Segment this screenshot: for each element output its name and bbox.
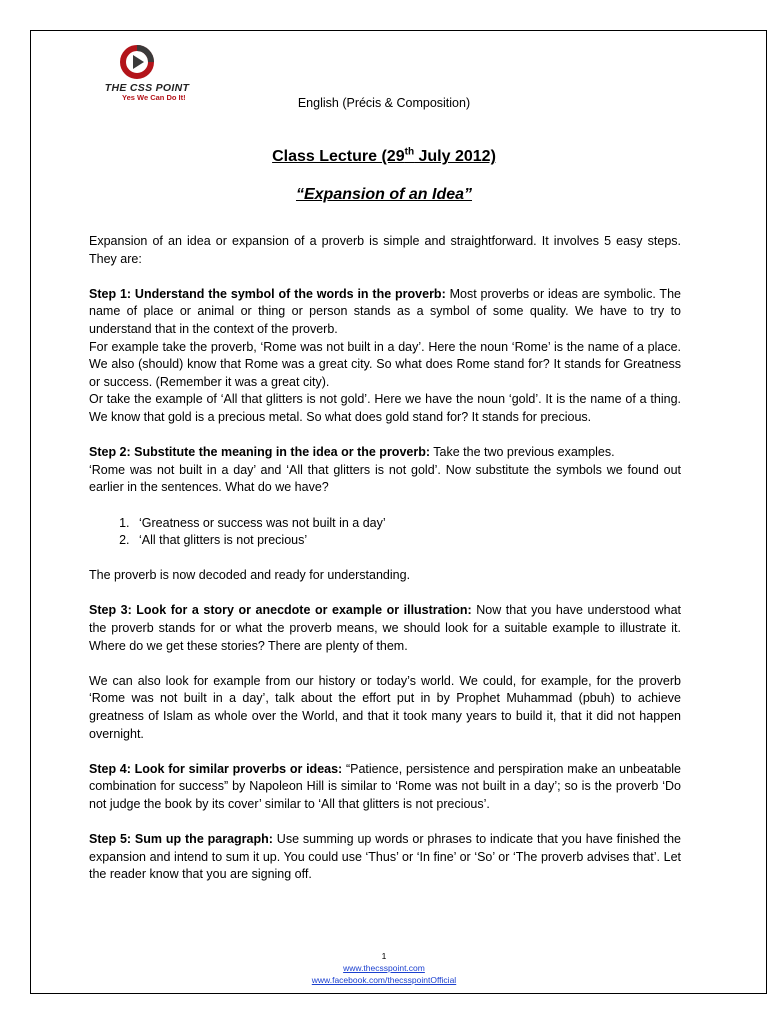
step5-paragraph [89,831,681,884]
list-item: 1. ‘Greatness or success was not built in a day’ [133,515,681,533]
logo-emblem-icon [102,40,192,84]
step1-example-gold: Or take the example of ‘All that glitters is not gold’. Here we have the noun ‘gold’. It is the name of a thing. We know that gold is a precious metal. So what does gold stand for? It stands for precious. [89,392,681,424]
step2-text: Take the two previous examples. [430,445,615,460]
facebook-link[interactable]: www.facebook.com/thecsspointOfficial [311,975,457,985]
list-item: 2. ‘All that glitters is not precious’ [133,532,681,550]
intro-paragraph: Expansion of an idea or expansion of a proverb is simple and straightforward. It involves 5 easy steps. They are: [89,234,681,266]
step2-label: Step 2: Substitute the meaning in the idea or the proverb: [89,445,431,460]
step1-paragraph [89,286,681,339]
page-number: 1 [381,951,387,961]
step3-label: Step 3: Look for a story or anecdote or example or illustration: [89,603,472,618]
title-superscript: th [404,147,415,158]
lecture-title [0,147,768,166]
logo-name: THE CSS POINT [104,82,190,94]
step2-paragraph [89,444,681,462]
step3-paragraph [89,602,681,655]
logo [92,38,202,104]
lecture-subtitle: “Expansion of an Idea” [295,186,473,203]
title-end: July 2012) [414,148,496,166]
step1-example-rome: For example take the proverb, ‘Rome was not built in a day’. Here the noun ‘Rome’ is the name of a place. We also (should) know that Rome was a great city. So what does Rome stand for? It stands for Greatness or success. (Remember it was a great city). [89,339,681,389]
website-link[interactable]: www.thecsspoint.com [343,963,425,973]
step4-label: Step 4: Look for similar proverbs or ideas: [89,761,343,776]
step2-conclusion: The proverb is now decoded and ready for understanding. [89,568,411,583]
step1-text: Most proverbs or ideas are symbolic. The name of place or animal or thing or person stands as a symbol of some quality. We have to try to understand that in the context of the proverb. [89,286,681,336]
step2-substitution: ‘Rome was not built in a day’ and ‘All that glitters is not gold’. Now substitute the symbols we found out earlier in the sentences. What do we have? [89,462,681,495]
step3-history-paragraph: We can also look for example from our history or today’s world. We could, for example, for the proverb ‘Rome was not built in a day’, talk about the effort put in by Prophet Muhammad (pbuh) to achieve greatness of Islam as whole over the World, and that it took many years to build it, that it did not happen overnight. [89,673,681,741]
step3-text: Now that you have understood what the proverb stands for or what the proverb means, we should look for a suitable example to illustrate it. Where do we get these stories? There are plenty of them. [89,603,682,653]
step2-list [89,515,681,550]
document-body [89,233,681,902]
logo-tagline: Yes We Can Do It! [122,93,186,102]
step5-label: Step 5: Sum up the paragraph: [89,832,273,847]
page-footer [0,950,768,986]
step4-text: “Patience, persistence and perspiration make an unbeatable combination for success” by Napoleon Hill is similar to ‘Rome was not built in a day’; so is the proverb ‘Do not judge the book by its cover’ similar to ‘All that glitters is not precious’. [89,761,681,811]
title-main: Class Lecture (29 [272,148,405,166]
step5-text: Use summing up words or phrases to indicate that you have finished the expansion and intend to sum it up. You could use ‘Thus’ or ‘In fine’ or ‘So’ or ‘The proverb advises that’. Let the reader know that you are signing off. [89,832,681,882]
step1-label: Step 1: Understand the symbol of the words in the proverb: [89,286,446,301]
subject-heading: English (Précis & Composition) [297,96,471,110]
step4-paragraph [89,761,681,814]
